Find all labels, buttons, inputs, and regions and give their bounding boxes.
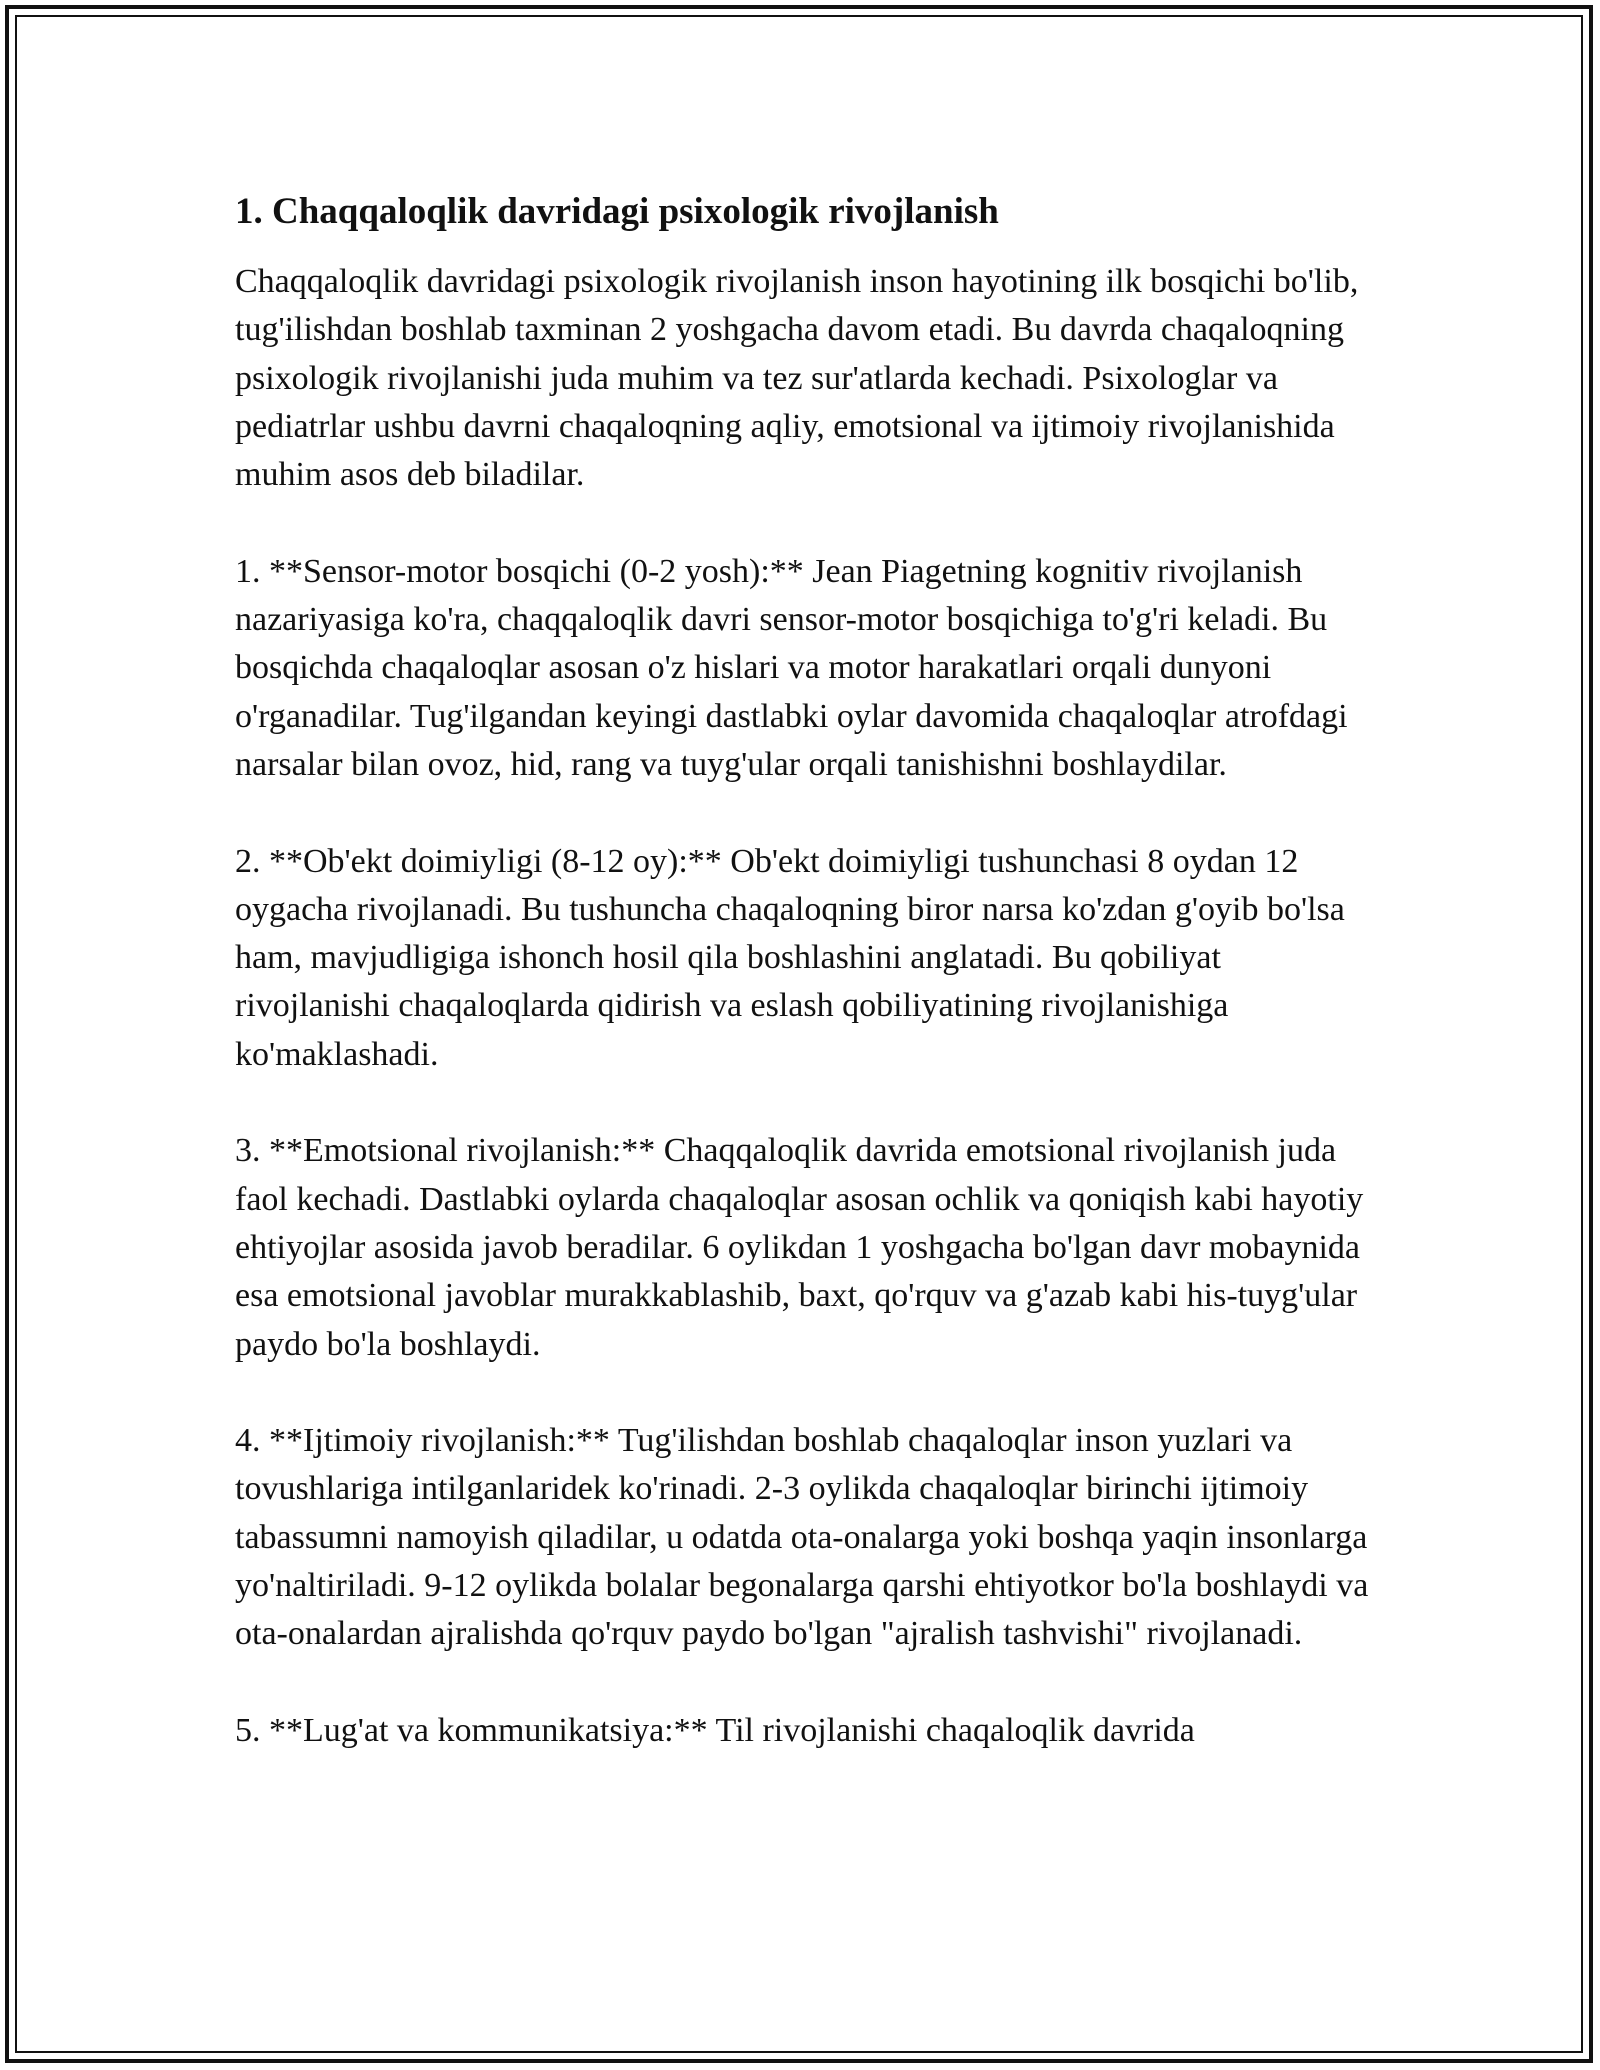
section-social-development: 4. **Ijtimoiy rivojlanish:** Tug'ilishdan boshlab chaqaloqlar inson yuzlari va tovushlariga intilganlaridek ko'rinadi. 2-3 oylikda chaqaloqlar birinchi ijtimoiy tabassumni namoyish qiladilar, u odatda ota-onalarga yoki boshqa yaqin insonlarga yo'naltiriladi. 9-12 oylikda bolalar begonalarga qarshi ehtiyotkor bo'la boshlaydi va ota-onalardan ajralishda qo'rquv paydo bo'lgan "ajralish tashvishi" rivojlanadi. — [235, 1422, 1369, 1653]
document-body — [235, 188, 1375, 1755]
intro-paragraph: Chaqqaloqlik davridagi psixologik rivojlanish inson hayotining ilk bosqichi bo'lib, tug'ilishdan boshlab taxminan 2 yoshgacha davom etadi. Bu davrda chaqaloqning psixologik rivojlanishi juda muhim va tez sur'atlarda kechadi. Psixologlar va pediatrlar ushbu davrni chaqaloqning aqliy, emotsional va ijtimoiy rivojlanishida muhim asos deb biladilar. — [235, 263, 1359, 494]
document-title: 1. Chaqqaloqlik davridagi psixologik rivojlanish — [235, 191, 999, 232]
section-object-permanence: 2. **Ob'ekt doimiyligi (8-12 oy):** Ob'ekt doimiyligi tushunchasi 8 oydan 12 oygacha rivojlanadi. Bu tushuncha chaqaloqning biror narsa ko'zdan g'oyib bo'lsa ham, mavjudligiga ishonch hosil qila boshlashini anglatadi. Bu qobiliyat rivojlanishi chaqaloqlarda qidirish va eslash qobiliyatining rivojlanishiga ko'maklashadi. — [235, 842, 1345, 1073]
section-vocabulary-communication: 5. **Lug'at va kommunikatsiya:** Til rivojlanishi chaqaloqlik davrida — [235, 1711, 1195, 1749]
section-sensor-motor: 1. **Sensor-motor bosqichi (0-2 yosh):** Jean Piagetning kognitiv rivojlanish nazariyasiga ko'ra, chaqqaloqlik davri sensor-motor bosqichiga to'g'ri keladi. Bu bosqichda chaqaloqlar asosan o'z hislari va motor harakatlari orqali dunyoni o'rganadilar. Tug'ilgandan keyingi dastlabki oylar davomida chaqaloqlar atrofdagi narsalar bilan ovoz, hid, rang va tuyg'ular orqali tanishishni boshlaydilar. — [235, 552, 1348, 783]
section-emotional-development: 3. **Emotsional rivojlanish:** Chaqqaloqlik davrida emotsional rivojlanish juda faol kechadi. Dastlabki oylarda chaqaloqlar asosan ochlik va qoniqish kabi hayotiy ehtiyojlar asosida javob beradilar. 6 oylikdan 1 yoshgacha bo'lgan davr mobaynida esa emotsional javoblar murakkablashib, baxt, qo'rquv va g'azab kabi his-tuyg'ular paydo bo'la boshlaydi. — [235, 1132, 1364, 1363]
